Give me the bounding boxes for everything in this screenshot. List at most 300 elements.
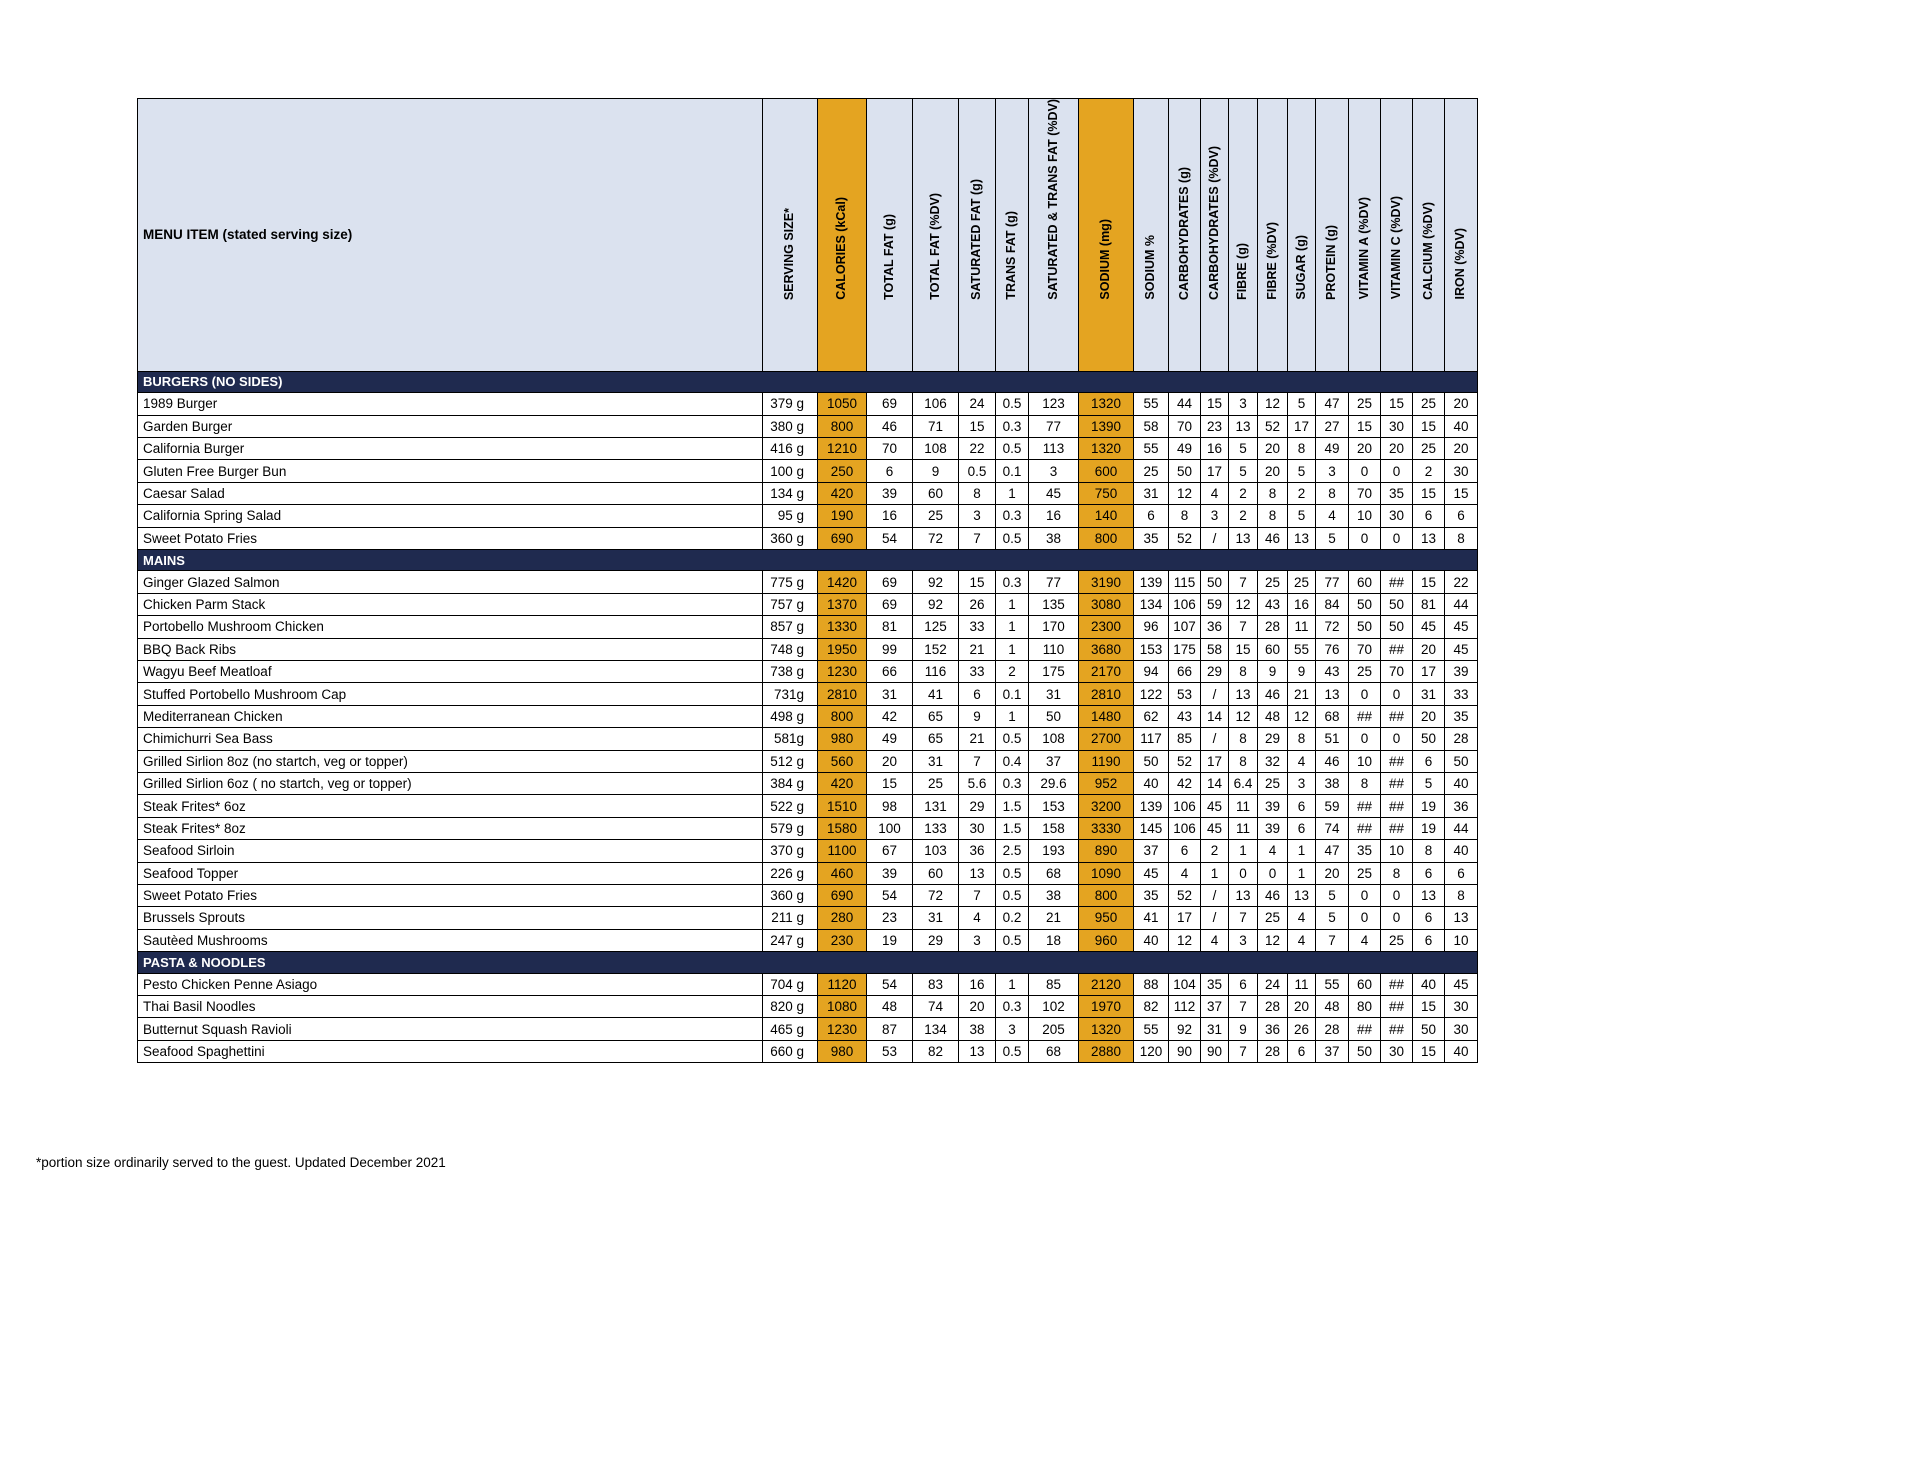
nutrition-value-cell: 153: [1134, 638, 1169, 660]
nutrition-value-cell: 13: [1413, 527, 1445, 549]
nutrition-value-cell: 2: [1413, 460, 1445, 482]
nutrition-value-cell: 18: [1029, 929, 1079, 951]
menu-row: [138, 571, 1478, 593]
nutrition-value-cell: 51: [1316, 728, 1349, 750]
nutrition-value-cell: 30: [1445, 1018, 1478, 1040]
menu-item-name: Seafood Topper: [138, 862, 763, 884]
nutrition-value-cell: 800: [1079, 884, 1134, 906]
menu-row: [138, 772, 1478, 794]
nutrition-value-cell: 1.5: [996, 795, 1029, 817]
menu-row: [138, 750, 1478, 772]
menu-row: [138, 973, 1478, 995]
nutrition-value-cell: 59: [1316, 795, 1349, 817]
nutrition-value-cell: 0: [1381, 728, 1413, 750]
header-row: [138, 99, 1478, 372]
serving-size-cell: 775 g: [763, 571, 818, 593]
nutrition-value-cell: 19: [867, 929, 913, 951]
menu-row: [138, 817, 1478, 839]
nutrition-value-cell: 112: [1169, 995, 1201, 1017]
nutrition-value-cell: 7: [1229, 1040, 1258, 1062]
nutrition-value-cell: 77: [1029, 571, 1079, 593]
nutrition-value-cell: 0.5: [996, 1040, 1029, 1062]
nutrition-value-cell: 20: [1445, 437, 1478, 459]
nutrition-value-cell: 0.5: [996, 884, 1029, 906]
nutrition-value-cell: 153: [1029, 795, 1079, 817]
nutrition-value-cell: 96: [1134, 616, 1169, 638]
nutrition-value-cell: 122: [1134, 683, 1169, 705]
menu-row: [138, 1040, 1478, 1062]
nutrition-value-cell: 17: [1413, 660, 1445, 682]
nutrition-value-cell: 19: [1413, 817, 1445, 839]
nutrition-value-cell: 8: [1229, 660, 1258, 682]
nutrition-value-cell: 68: [1316, 705, 1349, 727]
nutrition-value-cell: 8: [1169, 505, 1201, 527]
section-header-row: [138, 952, 1478, 974]
nutrition-value-cell: 49: [1169, 437, 1201, 459]
nutrition-value-cell: 40: [1134, 929, 1169, 951]
nutrition-value-cell: 6: [1288, 817, 1316, 839]
nutrition-value-cell: 133: [913, 817, 959, 839]
nutrition-value-cell: 15: [1413, 995, 1445, 1017]
menu-item-name: Garden Burger: [138, 415, 763, 437]
nutrition-value-cell: 21: [1288, 683, 1316, 705]
nutrition-value-cell: 13: [1413, 884, 1445, 906]
nutrition-value-cell: 25: [1258, 571, 1288, 593]
nutrition-value-cell: ##: [1381, 750, 1413, 772]
nutrition-value-cell: 4: [1349, 929, 1381, 951]
nutrition-value-cell: 7: [1229, 571, 1258, 593]
nutrition-value-cell: 2810: [818, 683, 867, 705]
nutrition-value-cell: 16: [1201, 437, 1229, 459]
nutrition-value-cell: 4: [1288, 907, 1316, 929]
nutrition-value-cell: 68: [1029, 1040, 1079, 1062]
nutrition-value-cell: 134: [1134, 593, 1169, 615]
nutrition-value-cell: 175: [1169, 638, 1201, 660]
column-header: [913, 99, 959, 372]
nutrition-value-cell: 50: [1349, 1040, 1381, 1062]
nutrition-value-cell: 15: [1413, 415, 1445, 437]
nutrition-value-cell: 24: [959, 393, 996, 415]
nutrition-value-cell: 2: [1229, 505, 1258, 527]
nutrition-value-cell: 25: [913, 505, 959, 527]
nutrition-value-cell: 50: [1169, 460, 1201, 482]
nutrition-value-cell: 1: [996, 593, 1029, 615]
nutrition-value-cell: 13: [1445, 907, 1478, 929]
serving-size-cell: 581g: [763, 728, 818, 750]
column-header-label: SODIUM %: [1143, 235, 1158, 300]
nutrition-value-cell: 77: [1316, 571, 1349, 593]
nutrition-value-cell: 115: [1169, 571, 1201, 593]
nutrition-value-cell: 72: [913, 884, 959, 906]
column-header: [1381, 99, 1413, 372]
column-header: [1413, 99, 1445, 372]
nutrition-value-cell: 1420: [818, 571, 867, 593]
nutrition-value-cell: 70: [1349, 482, 1381, 504]
nutrition-value-cell: 5: [1288, 393, 1316, 415]
nutrition-value-cell: 108: [913, 437, 959, 459]
nutrition-value-cell: 20: [1316, 862, 1349, 884]
menu-item-name: Seafood Sirloin: [138, 840, 763, 862]
nutrition-value-cell: 15: [1349, 415, 1381, 437]
column-header: [996, 99, 1029, 372]
nutrition-value-cell: 50: [1381, 616, 1413, 638]
nutrition-value-cell: 4: [1201, 482, 1229, 504]
nutrition-value-cell: 59: [1201, 593, 1229, 615]
nutrition-value-cell: ##: [1381, 973, 1413, 995]
nutrition-value-cell: 16: [1288, 593, 1316, 615]
nutrition-value-cell: 17: [1201, 750, 1229, 772]
nutrition-value-cell: 9: [1258, 660, 1288, 682]
nutrition-value-cell: 74: [1316, 817, 1349, 839]
nutrition-value-cell: 77: [1029, 415, 1079, 437]
nutrition-value-cell: 16: [959, 973, 996, 995]
menu-item-name: Brussels Sprouts: [138, 907, 763, 929]
nutrition-value-cell: 6: [1445, 862, 1478, 884]
nutrition-value-cell: 13: [1288, 527, 1316, 549]
nutrition-value-cell: 175: [1029, 660, 1079, 682]
nutrition-value-cell: 0.4: [996, 750, 1029, 772]
nutrition-value-cell: 44: [1169, 393, 1201, 415]
nutrition-value-cell: 52: [1169, 884, 1201, 906]
nutrition-value-cell: 30: [959, 817, 996, 839]
section-title: MAINS: [138, 549, 1478, 571]
nutrition-value-cell: 38: [1316, 772, 1349, 794]
serving-size-cell: 820 g: [763, 995, 818, 1017]
serving-size-cell: 380 g: [763, 415, 818, 437]
column-header: [1445, 99, 1478, 372]
nutrition-value-cell: 7: [1229, 616, 1258, 638]
nutrition-value-cell: 205: [1029, 1018, 1079, 1040]
menu-item-name: Gluten Free Burger Bun: [138, 460, 763, 482]
nutrition-value-cell: 12: [1258, 929, 1288, 951]
nutrition-value-cell: 90: [1169, 1040, 1201, 1062]
nutrition-value-cell: 35: [1381, 482, 1413, 504]
nutrition-value-cell: 1580: [818, 817, 867, 839]
nutrition-value-cell: 140: [1079, 505, 1134, 527]
nutrition-value-cell: 31: [913, 750, 959, 772]
nutrition-value-cell: 0.3: [996, 415, 1029, 437]
nutrition-value-cell: 14: [1201, 705, 1229, 727]
nutrition-value-cell: 0.5: [996, 862, 1029, 884]
nutrition-value-cell: 4: [1316, 505, 1349, 527]
nutrition-value-cell: 120: [1134, 1040, 1169, 1062]
nutrition-value-cell: 72: [913, 527, 959, 549]
nutrition-value-cell: 0.3: [996, 772, 1029, 794]
serving-size-cell: 579 g: [763, 817, 818, 839]
nutrition-value-cell: 230: [818, 929, 867, 951]
nutrition-value-cell: 690: [818, 527, 867, 549]
nutrition-value-cell: 3190: [1079, 571, 1134, 593]
nutrition-table: [137, 98, 1478, 1063]
nutrition-value-cell: 25: [1413, 437, 1445, 459]
serving-size-cell: 522 g: [763, 795, 818, 817]
nutrition-value-cell: 40: [1445, 840, 1478, 862]
menu-row: [138, 505, 1478, 527]
nutrition-value-cell: 58: [1201, 638, 1229, 660]
nutrition-value-cell: 29: [1201, 660, 1229, 682]
menu-row: [138, 795, 1478, 817]
nutrition-value-cell: 0: [1258, 862, 1288, 884]
nutrition-value-cell: ##: [1349, 705, 1381, 727]
nutrition-value-cell: /: [1201, 884, 1229, 906]
column-header-label: TOTAL FAT (%DV): [927, 192, 942, 300]
nutrition-value-cell: 70: [1169, 415, 1201, 437]
column-header-label: SATURATED FAT (g): [969, 178, 984, 300]
nutrition-value-cell: 38: [1029, 884, 1079, 906]
nutrition-value-cell: 800: [818, 415, 867, 437]
nutrition-value-cell: 36: [959, 840, 996, 862]
nutrition-value-cell: 11: [1229, 795, 1258, 817]
column-header-label: SUGAR (g): [1293, 235, 1308, 300]
nutrition-value-cell: 83: [913, 973, 959, 995]
nutrition-value-cell: 23: [1201, 415, 1229, 437]
serving-size-cell: 660 g: [763, 1040, 818, 1062]
nutrition-value-cell: 190: [818, 505, 867, 527]
nutrition-value-cell: 22: [1445, 571, 1478, 593]
nutrition-value-cell: 10: [1349, 505, 1381, 527]
nutrition-value-cell: 46: [1258, 884, 1288, 906]
nutrition-value-cell: 690: [818, 884, 867, 906]
nutrition-value-cell: 15: [1381, 393, 1413, 415]
serving-size-cell: 360 g: [763, 527, 818, 549]
column-header: [1079, 99, 1134, 372]
serving-size-cell: 134 g: [763, 482, 818, 504]
nutrition-value-cell: 35: [1201, 973, 1229, 995]
nutrition-value-cell: 60: [913, 482, 959, 504]
nutrition-value-cell: 80: [1349, 995, 1381, 1017]
section-title: PASTA & NOODLES: [138, 952, 1478, 974]
nutrition-value-cell: 116: [913, 660, 959, 682]
menu-item-name: Thai Basil Noodles: [138, 995, 763, 1017]
column-header-label: CALORIES (kCal): [834, 196, 849, 300]
menu-row: [138, 616, 1478, 638]
menu-item-name: Caesar Salad: [138, 482, 763, 504]
nutrition-value-cell: 13: [1229, 527, 1258, 549]
nutrition-value-cell: 1190: [1079, 750, 1134, 772]
section-header-row: [138, 549, 1478, 571]
menu-row: [138, 1018, 1478, 1040]
menu-item-name: Portobello Mushroom Chicken: [138, 616, 763, 638]
menu-row: [138, 393, 1478, 415]
nutrition-value-cell: 800: [818, 705, 867, 727]
nutrition-value-cell: 20: [1349, 437, 1381, 459]
nutrition-value-cell: 12: [1229, 593, 1258, 615]
nutrition-value-cell: 3330: [1079, 817, 1134, 839]
nutrition-value-cell: 49: [1316, 437, 1349, 459]
menu-row: [138, 415, 1478, 437]
nutrition-value-cell: 25: [1381, 929, 1413, 951]
nutrition-value-cell: 7: [1316, 929, 1349, 951]
menu-row: [138, 840, 1478, 862]
nutrition-value-cell: 53: [867, 1040, 913, 1062]
nutrition-value-cell: 37: [1134, 840, 1169, 862]
nutrition-value-cell: 23: [867, 907, 913, 929]
nutrition-value-cell: 29: [913, 929, 959, 951]
serving-size-cell: 512 g: [763, 750, 818, 772]
nutrition-value-cell: 6: [1169, 840, 1201, 862]
nutrition-value-cell: 44: [1445, 817, 1478, 839]
nutrition-value-cell: 2: [1201, 840, 1229, 862]
nutrition-value-cell: ##: [1381, 638, 1413, 660]
nutrition-value-cell: 28: [1258, 995, 1288, 1017]
nutrition-value-cell: 33: [1445, 683, 1478, 705]
nutrition-value-cell: 2: [996, 660, 1029, 682]
column-header-label: FIBRE (%DV): [1264, 221, 1279, 300]
nutrition-value-cell: 60: [1349, 571, 1381, 593]
column-header-label: VITAMIN A (%DV): [1356, 197, 1371, 300]
nutrition-value-cell: 2170: [1079, 660, 1134, 682]
nutrition-value-cell: 1: [996, 616, 1029, 638]
nutrition-value-cell: 92: [913, 571, 959, 593]
nutrition-value-cell: 4: [1169, 862, 1201, 884]
nutrition-value-cell: 35: [1134, 527, 1169, 549]
nutrition-value-cell: 20: [1413, 705, 1445, 727]
nutrition-value-cell: 600: [1079, 460, 1134, 482]
nutrition-value-cell: ##: [1381, 571, 1413, 593]
nutrition-value-cell: 30: [1381, 1040, 1413, 1062]
column-header: [1349, 99, 1381, 372]
nutrition-value-cell: 113: [1029, 437, 1079, 459]
column-header-label: IRON (%DV): [1453, 228, 1468, 300]
nutrition-value-cell: /: [1201, 527, 1229, 549]
nutrition-value-cell: 31: [867, 683, 913, 705]
nutrition-value-cell: 108: [1029, 728, 1079, 750]
nutrition-value-cell: 5: [1229, 437, 1258, 459]
nutrition-value-cell: 94: [1134, 660, 1169, 682]
column-header-label: TRANS FAT (g): [1004, 211, 1019, 300]
nutrition-value-cell: /: [1201, 728, 1229, 750]
nutrition-value-cell: 35: [1349, 840, 1381, 862]
nutrition-value-cell: 12: [1169, 929, 1201, 951]
nutrition-value-cell: 25: [1258, 907, 1288, 929]
nutrition-value-cell: 0: [1349, 527, 1381, 549]
nutrition-value-cell: 15: [867, 772, 913, 794]
nutrition-value-cell: 1320: [1079, 1018, 1134, 1040]
nutrition-value-cell: 8: [1316, 482, 1349, 504]
serving-size-cell: 857 g: [763, 616, 818, 638]
nutrition-value-cell: 1120: [818, 973, 867, 995]
nutrition-value-cell: 106: [913, 393, 959, 415]
nutrition-value-cell: 6: [1229, 973, 1258, 995]
nutrition-value-cell: 33: [959, 616, 996, 638]
nutrition-value-cell: 420: [818, 772, 867, 794]
nutrition-value-cell: 35: [1134, 884, 1169, 906]
column-header: [959, 99, 996, 372]
nutrition-value-cell: 92: [913, 593, 959, 615]
nutrition-value-cell: 40: [1445, 772, 1478, 794]
serving-size-cell: 704 g: [763, 973, 818, 995]
menu-row: [138, 995, 1478, 1017]
nutrition-value-cell: 8: [1413, 840, 1445, 862]
nutrition-value-cell: 104: [1169, 973, 1201, 995]
menu-item-name: Chimichurri Sea Bass: [138, 728, 763, 750]
nutrition-value-cell: 49: [867, 728, 913, 750]
nutrition-value-cell: 1510: [818, 795, 867, 817]
nutrition-value-cell: 7: [959, 750, 996, 772]
menu-row: [138, 907, 1478, 929]
nutrition-value-cell: 45: [1413, 616, 1445, 638]
nutrition-value-cell: 123: [1029, 393, 1079, 415]
nutrition-value-cell: 8: [1349, 772, 1381, 794]
nutrition-value-cell: 36: [1258, 1018, 1288, 1040]
nutrition-value-cell: 60: [913, 862, 959, 884]
column-header: [1316, 99, 1349, 372]
nutrition-value-cell: 11: [1288, 973, 1316, 995]
nutrition-value-cell: 16: [867, 505, 913, 527]
nutrition-value-cell: 42: [867, 705, 913, 727]
serving-size-cell: 360 g: [763, 884, 818, 906]
nutrition-value-cell: 6: [959, 683, 996, 705]
nutrition-value-cell: 25: [1349, 660, 1381, 682]
nutrition-value-cell: 3680: [1079, 638, 1134, 660]
nutrition-value-cell: 29.6: [1029, 772, 1079, 794]
nutrition-value-cell: 8: [1288, 728, 1316, 750]
nutrition-value-cell: 13: [1288, 884, 1316, 906]
nutrition-value-cell: 31: [1413, 683, 1445, 705]
nutrition-value-cell: 14: [1201, 772, 1229, 794]
nutrition-value-cell: 50: [1134, 750, 1169, 772]
nutrition-value-cell: 50: [1029, 705, 1079, 727]
nutrition-value-cell: 950: [1079, 907, 1134, 929]
nutrition-value-cell: 20: [1258, 437, 1288, 459]
nutrition-value-cell: 48: [867, 995, 913, 1017]
nutrition-value-cell: 26: [959, 593, 996, 615]
nutrition-value-cell: 5: [1316, 884, 1349, 906]
column-header-label: CARBOHYDRATES (%DV): [1206, 145, 1221, 300]
nutrition-value-cell: 6: [1134, 505, 1169, 527]
menu-item-name: Stuffed Portobello Mushroom Cap: [138, 683, 763, 705]
nutrition-value-cell: 69: [867, 593, 913, 615]
column-header-label: PROTEIN (g): [1324, 224, 1339, 300]
menu-row: [138, 482, 1478, 504]
menu-item-column-header: MENU ITEM (stated serving size): [138, 99, 763, 372]
nutrition-value-cell: 13: [959, 862, 996, 884]
nutrition-value-cell: 69: [867, 393, 913, 415]
column-header-label: CARBOHYDRATES (g): [1176, 166, 1191, 300]
nutrition-value-cell: 31: [913, 907, 959, 929]
nutrition-value-cell: 980: [818, 728, 867, 750]
nutrition-value-cell: 8: [1445, 884, 1478, 906]
nutrition-value-cell: 1330: [818, 616, 867, 638]
nutrition-value-cell: 76: [1316, 638, 1349, 660]
nutrition-value-cell: 30: [1445, 460, 1478, 482]
nutrition-value-cell: 5: [1229, 460, 1258, 482]
nutrition-value-cell: 55: [1288, 638, 1316, 660]
nutrition-value-cell: 71: [913, 415, 959, 437]
menu-item-name: 1989 Burger: [138, 393, 763, 415]
nutrition-value-cell: 15: [1413, 482, 1445, 504]
nutrition-value-cell: 1320: [1079, 437, 1134, 459]
section-title: BURGERS (NO SIDES): [138, 371, 1478, 393]
nutrition-value-cell: 39: [867, 482, 913, 504]
nutrition-value-cell: 1.5: [996, 817, 1029, 839]
column-header: [867, 99, 913, 372]
portion-size-footnote: *portion size ordinarily served to the guest. Updated December 2021: [36, 1155, 446, 1170]
nutrition-value-cell: 30: [1381, 415, 1413, 437]
nutrition-value-cell: 37: [1029, 750, 1079, 772]
nutrition-value-cell: 53: [1169, 683, 1201, 705]
nutrition-value-cell: 4: [1288, 750, 1316, 772]
menu-row: [138, 660, 1478, 682]
nutrition-value-cell: 1480: [1079, 705, 1134, 727]
nutrition-value-cell: 60: [1349, 973, 1381, 995]
nutrition-value-cell: 135: [1029, 593, 1079, 615]
nutrition-value-cell: 1230: [818, 1018, 867, 1040]
nutrition-value-cell: 0.5: [996, 437, 1029, 459]
column-header-label: SODIUM (mg): [1098, 219, 1113, 300]
nutrition-value-cell: 25: [1413, 393, 1445, 415]
nutrition-value-cell: 1230: [818, 660, 867, 682]
